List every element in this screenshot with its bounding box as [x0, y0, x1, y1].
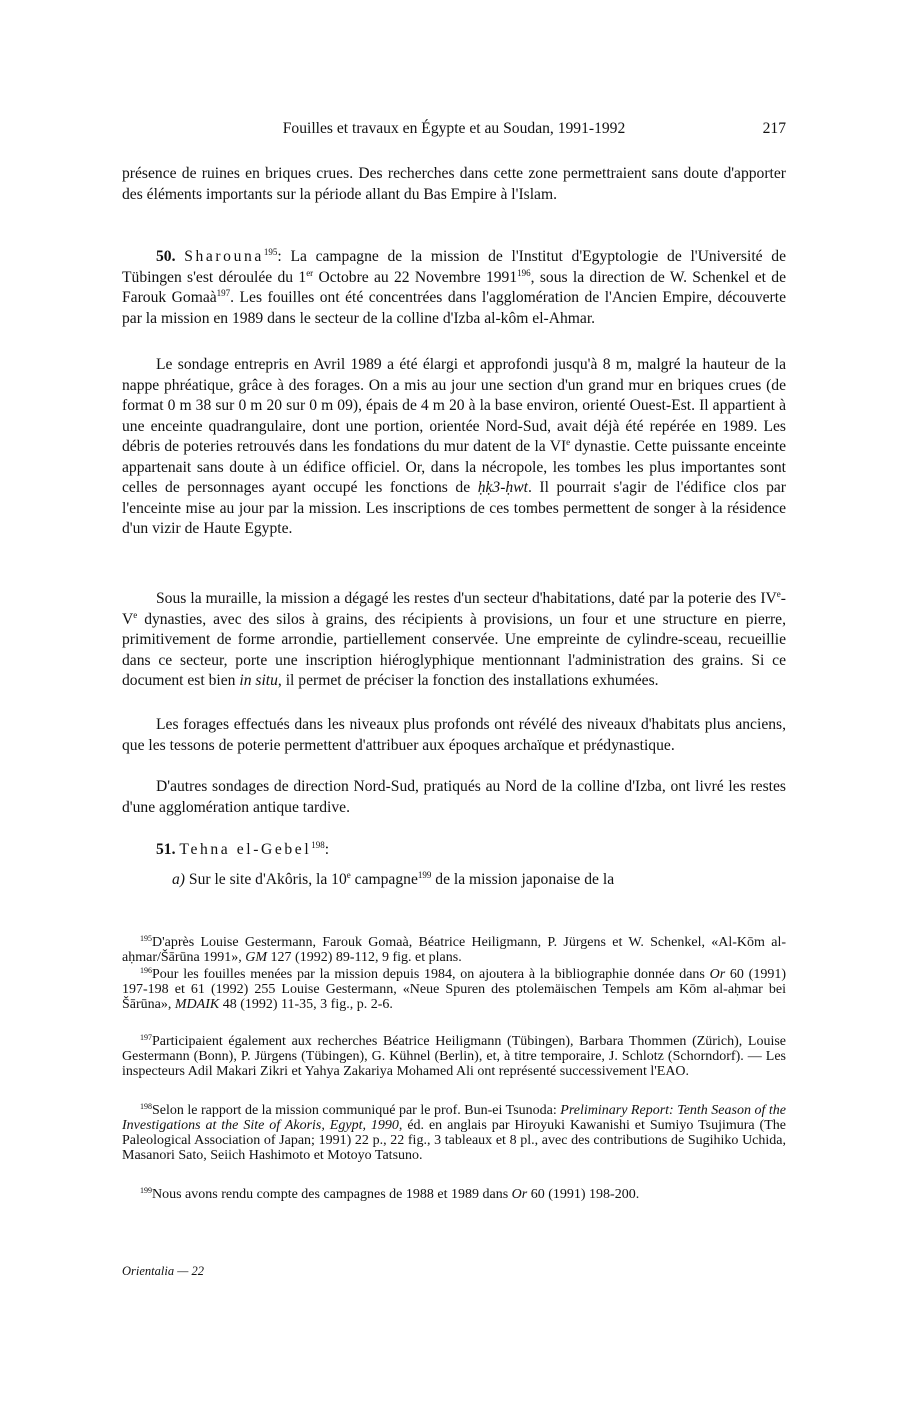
text: D'après Louise Gestermann, Farouk Gomaà, Béatrice Heiligmann, P. Jürgens et W. Schenkel, «Al-Kōm al-aḥmar/Šārūna 1991», — [122, 935, 786, 965]
page-number: 217 — [762, 120, 786, 137]
section-51-heading — [122, 840, 786, 861]
paragraph: D'autres sondages de direction Nord-Sud, pratiqués au Nord de la colline d'Izba, ont livré les restes d'une agglomération antique tardive. — [122, 778, 786, 816]
footnote-197 — [122, 1034, 786, 1079]
text: 127 (1992) 89-112, 9 fig. et plans. — [267, 950, 462, 965]
footnote-ref: 195 — [263, 247, 278, 257]
text: . Les fouilles ont été concentrées dans l'agglomération de l'Ancien Empire, découverte par la mission en 1989 dans le secteur de la colline d'Izba al-kôm el-Ahmar. — [122, 289, 786, 327]
ordinal-suffix: er — [306, 267, 314, 278]
text: . Il pourrait s'agir de l'édifice clos par l'enceinte mise au jour par la mission. Les inscriptions de ces tombes permettent de songer à la résidence d'un vizir de Haute Egypte. — [122, 479, 786, 537]
section-number: 50. — [156, 248, 176, 265]
text: Le sondage entrepris en Avril 1989 a été élargi et approfondi jusqu'à 8 m, malgré la hauteur de la nappe phréatique, grâce à des forages. On a mis au jour une section d'un grand mur en briques crues (de format 0 m 38 sur 0 m 20 sur 0 m 09), épais de 4 m 20 à la base environ, orienté Ouest-Est. Il appartient à une enceinte quadrangulaire, dont une portion, orientée Nord-Sud, avait déjà été repérée en 1989. Les débris de poteries retrouvés dans les fondations du mur datent de la VI — [122, 356, 786, 455]
section-number: 51. — [156, 841, 176, 858]
text: de la mission japonaise de la — [431, 871, 615, 888]
text: Nous avons rendu compte des campagnes de 1988 et 1989 dans — [152, 1187, 512, 1202]
footnote-number: 197 — [140, 1033, 152, 1042]
paragraph — [122, 589, 786, 692]
text: 48 (1992) 11-35, 3 fig., p. 2-6. — [219, 997, 393, 1012]
text: , éd. en anglais par Hiroyuki Kawanishi et Sumiyo Tsujimura (The Paleological Association of Japan; 1991) 22 p., 22 fig., 3 tableaux et 8 pl., avec des contributions de Sugihiko Uchida, Masanori Sato, Seiich Hashimoto et Motoyo Tatsuno. — [122, 1118, 786, 1163]
footnote-199 — [122, 1187, 786, 1202]
text: 60 (1991) 198-200. — [527, 1187, 640, 1202]
text: , sous la direction de W. Schenkel et de Farouk Gomaà — [122, 268, 786, 306]
signature-mark: Orientalia — 22 — [122, 1264, 204, 1278]
text: : La campagne de la mission de l'Institut d'Egyptologie de l'Université de Tübingen s'est déroulée du 1 — [122, 248, 786, 286]
section-50-paragraph — [122, 247, 786, 329]
paragraph — [122, 870, 786, 891]
text: : — [324, 841, 330, 858]
site-name: Sharouna — [184, 248, 264, 265]
footnote-number: 196 — [140, 966, 152, 975]
transliteration: ḥḳ3-ḥwt — [477, 479, 528, 496]
footnote-ref: 197 — [216, 288, 231, 298]
text: Participaient également aux recherches Béatrice Heiligmann (Tübingen), Barbara Thommen (Zürich), Louise Gestermann (Bonn), P. Jürgens (Tübingen), G. Kühnel (Berlin), et, à titre temporaire, J. Schlotz (Schorndorf). — Les inspecteurs Adil Makari Zikri et Yahya Zakariya Mohamed Ali ont représenté successivement l'EAO. — [122, 1034, 786, 1079]
list-marker: a) — [172, 871, 185, 888]
journal-abbrev: Or — [511, 1187, 528, 1202]
text: campagne — [350, 871, 418, 888]
text: , il permet de préciser la fonction des installations exhumées. — [277, 672, 659, 689]
text: 60 (1991) 197-198 et 61 (1992) 255 Louise Gestermann, «Neue Spuren des ptolemäischen Tempels am Kōm al-aḥmar bei Šārūna», — [122, 967, 786, 1012]
text: dynasties, avec des silos à grains, des récipients à provisions, un four et une structure en pierre, primitivement de forme arrondie, partiellement conservée. Une empreinte de cylindre-sceau, recueillie dans ce secteur, porte une inscription hiéroglyphique mentionnant l'administration des grains. Si ce document est bien — [122, 610, 786, 689]
journal-abbrev: Or — [709, 967, 726, 982]
running-title: Fouilles et travaux en Égypte et au Soudan, 1991-1992 — [282, 120, 626, 137]
text: dynastie. Cette puissante enceinte appartenait sans doute à un édifice officiel. Or, dans la nécropole, les tombes les plus importantes sont celles de personnages ayant occupé les fonctions de — [122, 438, 786, 496]
running-header — [122, 120, 786, 144]
text: Sur le site d'Akôris, la 10 — [185, 871, 347, 888]
footnote-196 — [122, 967, 786, 1012]
footnote-number: 199 — [140, 1186, 152, 1195]
footnote-ref: 198 — [311, 840, 325, 850]
superscript: e — [566, 437, 571, 447]
latin-term: in situ — [239, 672, 278, 689]
paragraph-continuation: présence de ruines en briques crues. Des recherches dans cette zone permettraient sans doute d'apporter des éléments importants sur la période allant du Bas Empire à l'Islam. — [122, 165, 786, 203]
superscript: e — [346, 870, 351, 880]
footnote-ref: 196 — [517, 267, 531, 278]
journal-abbrev: MDAIK — [174, 997, 220, 1012]
text: Pour les fouilles menées par la mission depuis 1984, on ajoutera à la bibliographie donnée dans — [152, 967, 710, 982]
site-name: Tehna el-Gebel — [179, 841, 312, 858]
report-title: Preliminary Report: Tenth Season of the Investigations at the Site of Akoris, Egypt, 1990 — [122, 1103, 786, 1133]
text: Sous la muraille, la mission a dégagé les restes d'un secteur d'habitations, daté par la poterie des IV — [156, 590, 777, 607]
superscript: e — [776, 589, 781, 599]
text: Octobre au 22 Novembre 1991 — [313, 268, 518, 286]
journal-abbrev: GM — [245, 950, 268, 965]
superscript: e — [133, 609, 138, 620]
paragraph: Les forages effectués dans les niveaux plus profonds ont révélé des niveaux d'habitats plus anciens, que les tessons de poterie permettent d'attribuer aux époques archaïque et prédynastique. — [122, 716, 786, 754]
paragraph — [122, 355, 786, 540]
footnote-198 — [122, 1103, 786, 1163]
footnote-number: 198 — [140, 1102, 152, 1111]
footnote-195 — [122, 935, 786, 965]
footnote-number: 195 — [140, 934, 152, 943]
footnote-ref: 199 — [417, 870, 432, 880]
text: Selon le rapport de la mission communiqué par le prof. Bun-ei Tsunoda: — [152, 1103, 561, 1118]
text: -V — [122, 590, 786, 628]
